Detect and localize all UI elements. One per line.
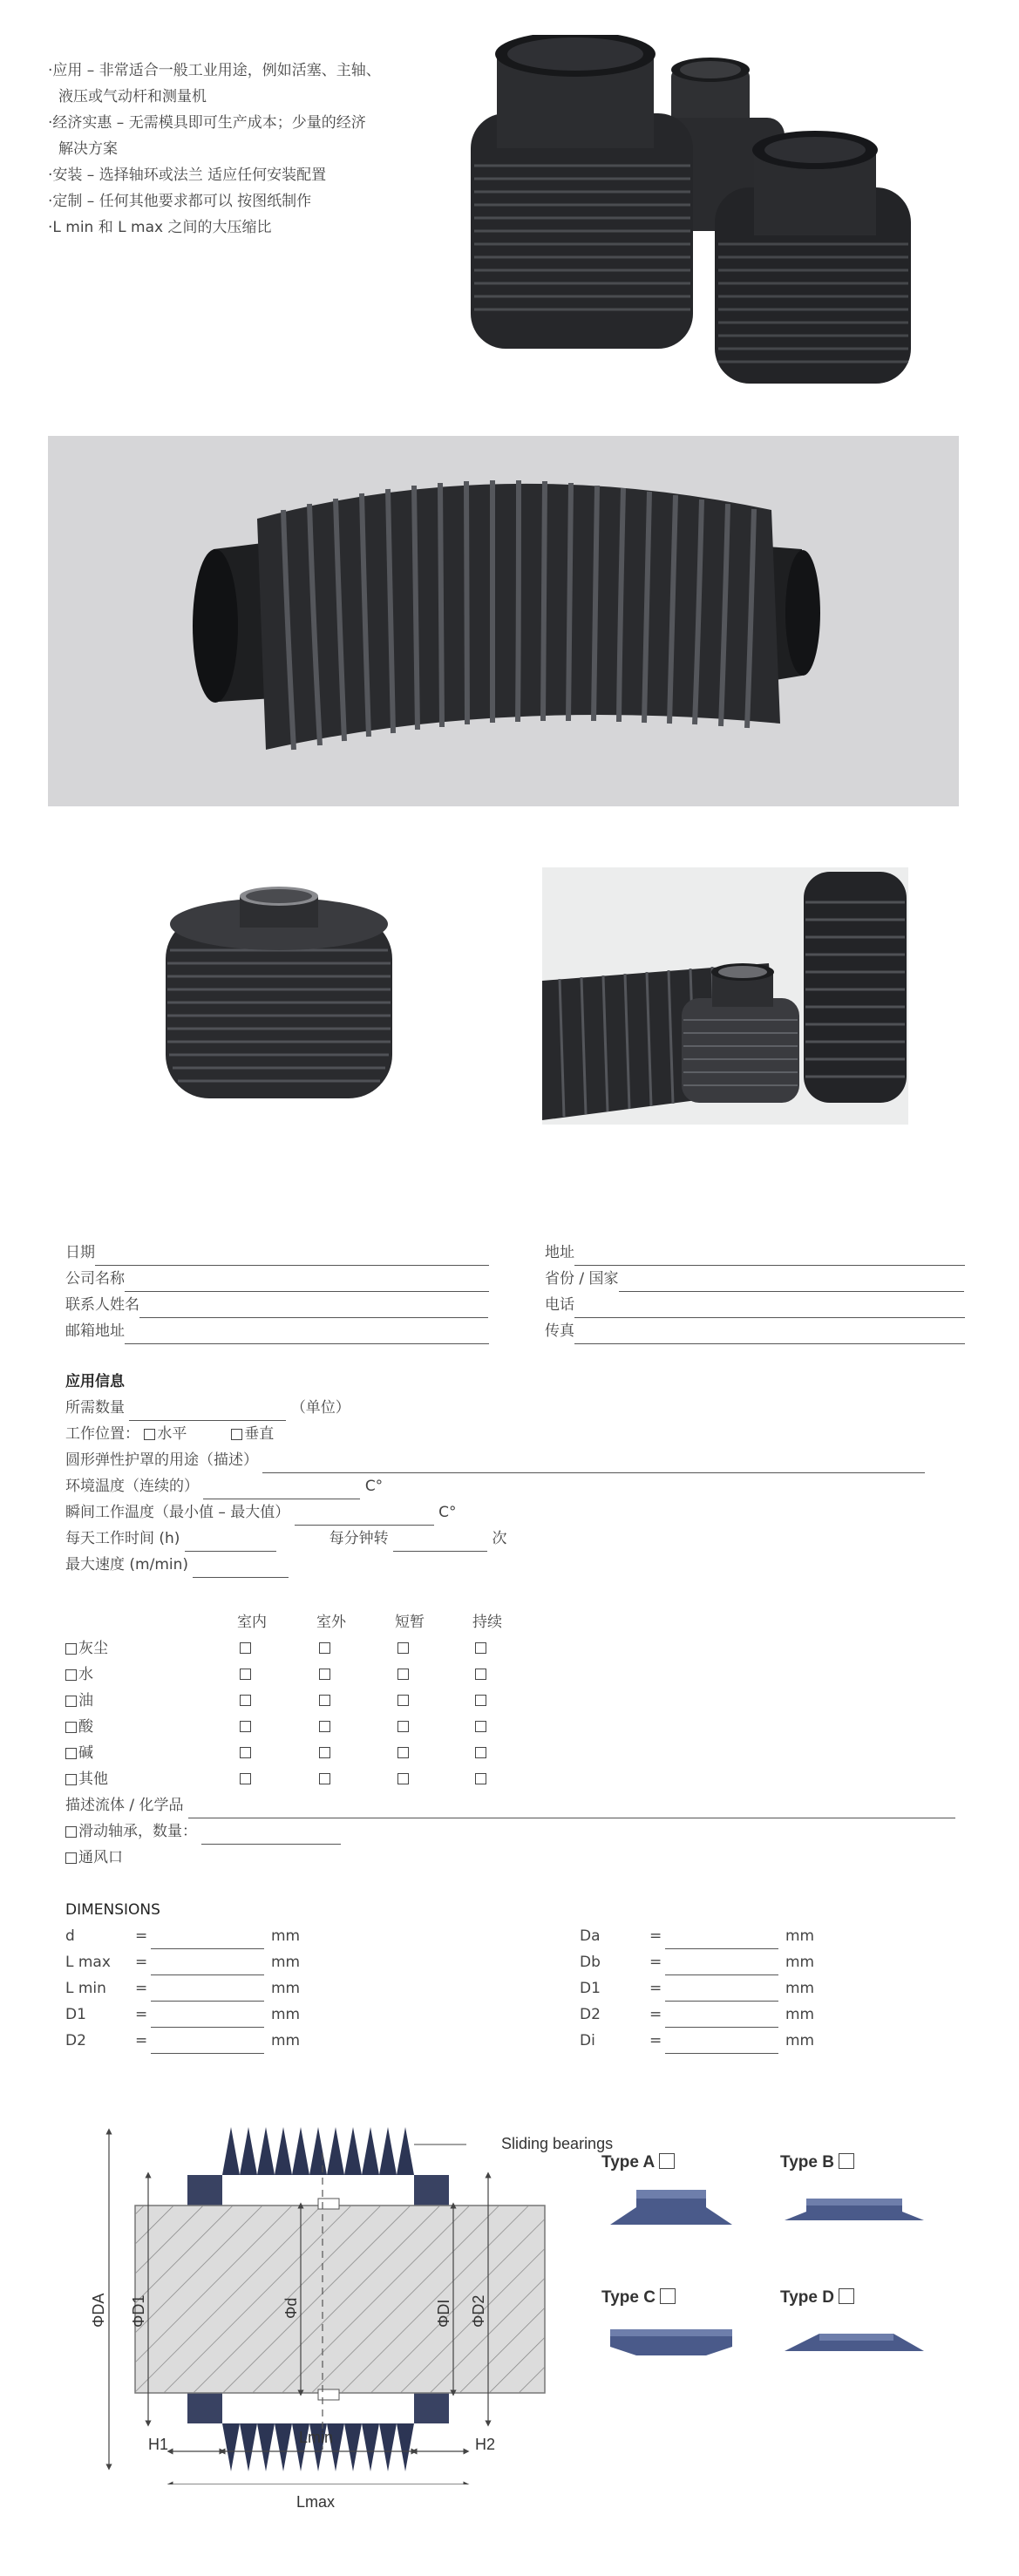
- dimension-equals: =: [135, 2032, 148, 2049]
- dimension-row: [580, 2002, 814, 2028]
- env-cell-checkbox[interactable]: [319, 1747, 330, 1758]
- env-cell-checkbox[interactable]: [475, 1669, 486, 1680]
- dimension-row: [580, 1975, 814, 2002]
- ambient-label: 环境温度（连续的）: [65, 1478, 199, 1495]
- vent-checkbox[interactable]: [65, 1852, 77, 1864]
- dimension-row: [580, 1923, 814, 1949]
- type-c-checkbox[interactable]: [660, 2288, 676, 2304]
- dimension-label: Di: [580, 2032, 595, 2049]
- intro-line: ·安装 – 选择轴环或法兰 适应任何安装配置: [48, 167, 327, 184]
- env-row-checkbox[interactable]: [65, 1722, 77, 1733]
- bearing-field[interactable]: [201, 1826, 341, 1845]
- type-d-shape: [780, 2316, 928, 2377]
- type-a-title: Type A: [601, 2153, 793, 2172]
- dimension-unit: mm: [785, 1927, 815, 1945]
- speed-label: 最大速度 (m/min): [65, 1556, 189, 1573]
- dimension-row: [65, 1949, 300, 1975]
- contact-row[interactable]: [545, 1266, 965, 1292]
- purpose-field[interactable]: [262, 1455, 925, 1473]
- app-info: [65, 1369, 925, 1578]
- phi-da-label: ΦDA: [90, 2293, 107, 2328]
- dimension-label: Da: [580, 1927, 601, 1945]
- temp-unit: C°: [364, 1478, 384, 1495]
- col-indoor: 室内: [237, 1614, 267, 1631]
- field-label: 日期: [65, 1244, 95, 1261]
- horizontal-checkbox[interactable]: [144, 1429, 155, 1440]
- dimension-label: L max: [65, 1954, 111, 1971]
- env-row: [65, 1688, 955, 1714]
- env-cell-checkbox[interactable]: [397, 1747, 409, 1758]
- peak-label: 瞬间工作温度（最小值 – 最大值）: [65, 1504, 290, 1521]
- app-info-heading: 应用信息: [65, 1373, 125, 1390]
- dimension-equals: =: [649, 2032, 662, 2049]
- ambient-row: [65, 1473, 925, 1499]
- type-b: [780, 2153, 972, 2301]
- dimension-field[interactable]: [665, 2036, 778, 2054]
- env-cell-checkbox[interactable]: [397, 1695, 409, 1706]
- dimension-field[interactable]: [665, 1983, 778, 2002]
- env-cell-checkbox[interactable]: [240, 1773, 251, 1784]
- env-cell-checkbox[interactable]: [397, 1669, 409, 1680]
- qty-unit: （单位）: [290, 1399, 350, 1417]
- speed-row: [65, 1552, 925, 1578]
- type-a: [601, 2153, 793, 2301]
- fluid-label: 描述流体 / 化学品: [65, 1797, 184, 1814]
- env-cell-checkbox[interactable]: [240, 1642, 251, 1654]
- horizontal-label: 水平: [157, 1425, 187, 1443]
- field-label: 邮箱地址: [65, 1322, 125, 1340]
- dimension-unit: mm: [785, 1980, 815, 1997]
- strokes-unit: 次: [492, 1530, 507, 1547]
- dimension-equals: =: [649, 1927, 662, 1945]
- contact-row[interactable]: [65, 1292, 489, 1318]
- type-b-title: Type B: [780, 2153, 972, 2172]
- dimension-label: D1: [580, 1980, 601, 1997]
- env-row-label: 水: [78, 1666, 93, 1683]
- dimension-row: [580, 1949, 814, 1975]
- dimension-field[interactable]: [665, 2009, 778, 2028]
- env-header: [65, 1609, 955, 1635]
- bearing-row: [65, 1818, 955, 1845]
- dimension-equals: =: [649, 1980, 662, 1997]
- bearing-label: 滑动轴承，数量：: [78, 1823, 197, 1840]
- contact-left: [65, 1240, 489, 1344]
- dimension-row: [65, 1975, 300, 2002]
- env-row-label: 油: [78, 1692, 93, 1709]
- field-label: 电话: [545, 1296, 574, 1314]
- field-label: 地址: [545, 1244, 574, 1261]
- env-row-checkbox[interactable]: [65, 1643, 77, 1655]
- phi-d-label: Φd: [282, 2297, 300, 2319]
- vertical-checkbox[interactable]: [231, 1429, 242, 1440]
- vertical-label: 垂直: [244, 1425, 275, 1443]
- type-d-checkbox[interactable]: [839, 2288, 854, 2304]
- dimension-field[interactable]: [151, 2009, 264, 2028]
- env-row-label: 酸: [78, 1718, 93, 1736]
- dimensions-heading: DIMENSIONS: [65, 1901, 160, 1919]
- dimension-label: d: [65, 1927, 75, 1945]
- intro-line: ·经济实惠 – 无需模具即可生产成本；少量的经济: [48, 114, 366, 132]
- bellows-left-large: [471, 35, 693, 349]
- type-d: [780, 2288, 972, 2437]
- dimension-unit: mm: [271, 2032, 301, 2049]
- country-field[interactable]: [619, 1274, 964, 1292]
- env-cell-checkbox[interactable]: [397, 1642, 409, 1654]
- bellows-technical-drawing: [83, 2118, 615, 2484]
- env-cell-checkbox[interactable]: [319, 1695, 330, 1706]
- field-label: 公司名称: [65, 1270, 125, 1288]
- bearing-checkbox[interactable]: [65, 1826, 77, 1838]
- environment-table: [65, 1609, 955, 1871]
- dimension-field[interactable]: [151, 1983, 264, 2002]
- type-b-shape: [780, 2181, 928, 2242]
- phone-field[interactable]: [574, 1300, 965, 1318]
- env-row: [65, 1740, 955, 1766]
- fluid-row: [65, 1792, 955, 1818]
- env-cell-checkbox[interactable]: [240, 1695, 251, 1706]
- h1-label: H1: [148, 2436, 169, 2453]
- env-row: [65, 1635, 955, 1662]
- lmin-label: Lmin: [299, 2429, 334, 2446]
- intro-line: 解决方案: [58, 140, 118, 158]
- position-row: [65, 1421, 925, 1447]
- dimension-equals: =: [135, 1927, 148, 1945]
- dimension-unit: mm: [271, 2006, 301, 2023]
- env-cell-checkbox[interactable]: [240, 1669, 251, 1680]
- dimension-unit: mm: [785, 2006, 815, 2023]
- fluid-field[interactable]: [188, 1800, 955, 1818]
- sliding-bearings-label: Sliding bearings: [501, 2135, 614, 2152]
- dimension-unit: mm: [271, 1927, 301, 1945]
- bent-bellows-panel: [48, 436, 959, 806]
- field-label: 联系人姓名: [65, 1296, 139, 1314]
- hours-field[interactable]: [185, 1533, 276, 1552]
- dimension-label: Db: [580, 1954, 601, 1971]
- dimension-equals: =: [135, 1980, 148, 1997]
- dimension-unit: mm: [271, 1980, 301, 1997]
- dimension-label: D2: [65, 2032, 86, 2049]
- dimension-field[interactable]: [151, 1957, 264, 1975]
- dimension-row: [65, 2028, 300, 2054]
- dimension-label: L min: [65, 1980, 106, 1997]
- intro-bullets: [48, 58, 381, 241]
- date-field[interactable]: [95, 1247, 489, 1266]
- type-d-title: Type D: [780, 2288, 972, 2308]
- type-c-title: Type C: [601, 2288, 793, 2308]
- intro-line: ·应用 – 非常适合一般工业用途，例如活塞、主轴、: [48, 62, 381, 79]
- company-field[interactable]: [125, 1274, 489, 1292]
- dimensions: [65, 1897, 981, 2054]
- phi-di-label: ΦDI: [435, 2299, 452, 2328]
- contact-row[interactable]: [65, 1318, 489, 1344]
- strokes-field[interactable]: [393, 1533, 487, 1552]
- position-label: 工作位置：: [65, 1425, 139, 1443]
- intro-line: ·定制 – 任何其他要求都可以 按图纸制作: [48, 193, 312, 210]
- phi-d2-label: ΦD2: [470, 2294, 487, 2328]
- temp-unit: C°: [438, 1504, 457, 1521]
- speed-field[interactable]: [193, 1560, 289, 1578]
- purpose-row: [65, 1447, 925, 1473]
- dimension-unit: mm: [785, 2032, 815, 2049]
- hours-row: [65, 1526, 925, 1552]
- type-c-shape: [601, 2316, 750, 2377]
- env-cell-checkbox[interactable]: [240, 1747, 251, 1758]
- peak-field[interactable]: [295, 1507, 434, 1526]
- email-field[interactable]: [125, 1326, 489, 1344]
- address-field[interactable]: [574, 1247, 965, 1266]
- hours-label: 每天工作时间 (h): [65, 1530, 180, 1547]
- env-cell-checkbox[interactable]: [475, 1773, 486, 1784]
- contact-row[interactable]: [545, 1240, 965, 1266]
- env-cell-checkbox[interactable]: [397, 1773, 409, 1784]
- type-a-checkbox[interactable]: [659, 2153, 675, 2169]
- env-cell-checkbox[interactable]: [319, 1773, 330, 1784]
- env-cell-checkbox[interactable]: [397, 1721, 409, 1732]
- dimension-field[interactable]: [151, 2036, 264, 2054]
- contact-row[interactable]: [65, 1240, 489, 1266]
- env-cell-checkbox[interactable]: [475, 1721, 486, 1732]
- dimension-equals: =: [135, 1954, 148, 1971]
- env-cell-checkbox[interactable]: [475, 1695, 486, 1706]
- h2-label: H2: [475, 2436, 496, 2453]
- env-row-checkbox[interactable]: [65, 1696, 77, 1707]
- field-label: 省份 / 国家: [545, 1270, 619, 1288]
- phi-d1-label: ΦD1: [130, 2294, 147, 2328]
- env-cell-checkbox[interactable]: [319, 1642, 330, 1654]
- type-b-checkbox[interactable]: [839, 2153, 854, 2169]
- contact-row[interactable]: [545, 1318, 965, 1344]
- dimension-field[interactable]: [665, 1957, 778, 1975]
- purpose-label: 圆形弹性护罩的用途（描述）: [65, 1451, 258, 1469]
- env-cell-checkbox[interactable]: [319, 1669, 330, 1680]
- contact-row[interactable]: [65, 1266, 489, 1292]
- contact-row[interactable]: [545, 1292, 965, 1318]
- type-a-shape: [601, 2181, 741, 2242]
- col-short: 短暂: [395, 1614, 425, 1631]
- dimension-label: D2: [580, 2006, 601, 2023]
- single-bellows-photo: [148, 880, 410, 1116]
- dimension-equals: =: [649, 2006, 662, 2023]
- env-row: [65, 1766, 955, 1792]
- env-row-checkbox[interactable]: [65, 1748, 77, 1759]
- fax-field[interactable]: [574, 1326, 965, 1344]
- dimension-row: [65, 2002, 300, 2028]
- contact-name-field[interactable]: [139, 1300, 488, 1318]
- env-row-label: 碱: [78, 1744, 93, 1762]
- env-cell-checkbox[interactable]: [319, 1721, 330, 1732]
- env-row: [65, 1662, 955, 1688]
- dimension-field[interactable]: [665, 1931, 778, 1949]
- bellows-group-photo-2: [542, 867, 908, 1125]
- lmax-label: Lmax: [296, 2493, 336, 2511]
- dimension-label: D1: [65, 2006, 86, 2023]
- env-row-label: 灰尘: [78, 1640, 108, 1657]
- bellows-group-2-drawing: [542, 867, 908, 1125]
- env-row-checkbox[interactable]: [65, 1669, 77, 1681]
- qty-field[interactable]: [129, 1403, 286, 1421]
- type-c: [601, 2288, 793, 2437]
- vent-label: 通风口: [78, 1849, 123, 1866]
- dimension-unit: mm: [785, 1954, 815, 1971]
- env-rows: [65, 1635, 955, 1792]
- env-row-label: 其他: [78, 1771, 108, 1788]
- env-row: [65, 1714, 955, 1740]
- dimension-field[interactable]: [151, 1931, 264, 1949]
- dimension-equals: =: [649, 1954, 662, 1971]
- env-row-checkbox[interactable]: [65, 1774, 77, 1785]
- ambient-field[interactable]: [203, 1481, 360, 1499]
- peak-row: [65, 1499, 925, 1526]
- strokes-label: 每分钟转: [329, 1530, 389, 1547]
- dimension-row: [580, 2028, 814, 2054]
- env-cell-checkbox[interactable]: [475, 1747, 486, 1758]
- contact-right: [545, 1240, 965, 1344]
- field-label: 传真: [545, 1322, 574, 1340]
- intro-line: ·L min 和 L max 之间的大压缩比: [48, 219, 272, 236]
- env-cell-checkbox[interactable]: [475, 1642, 486, 1654]
- intro-line: 液压或气动杆和测量机: [58, 88, 207, 105]
- qty-label: 所需数量: [65, 1399, 125, 1417]
- dimension-row: [65, 1923, 300, 1949]
- dimension-equals: =: [135, 2006, 148, 2023]
- env-cell-checkbox[interactable]: [240, 1721, 251, 1732]
- vent-row: [65, 1845, 955, 1871]
- dim-rows: [65, 1923, 981, 2054]
- col-continuous: 持续: [472, 1614, 502, 1631]
- dimension-unit: mm: [271, 1954, 301, 1971]
- bent-bellows-photo: [48, 436, 959, 806]
- qty-row: [65, 1395, 925, 1421]
- col-outdoor: 室外: [316, 1614, 346, 1631]
- bellows-group-photo: [462, 35, 915, 401]
